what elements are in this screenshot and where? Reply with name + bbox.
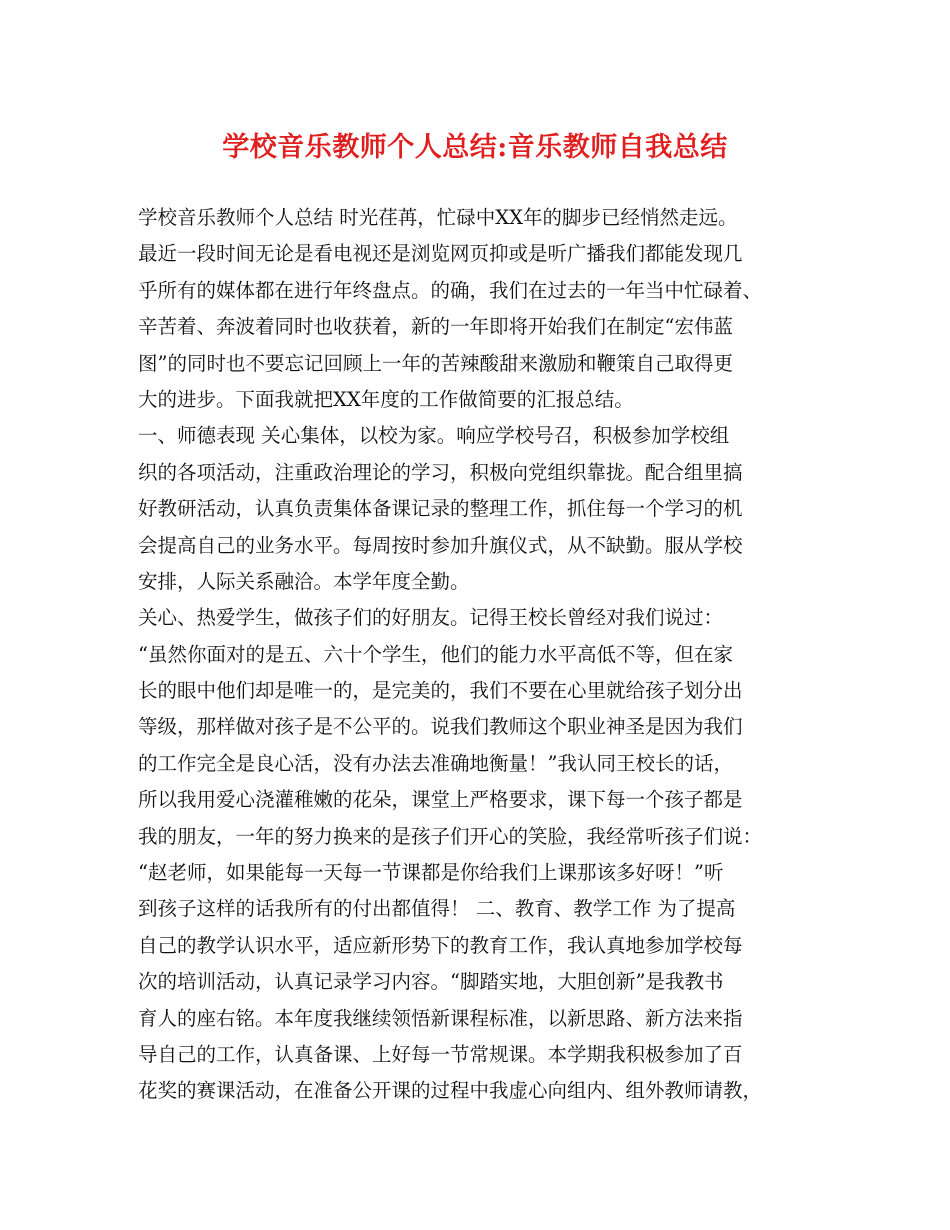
body-line: 等级，那样做对孩子是不公平的。说我们教师这个职业神圣是因为我们	[138, 715, 743, 739]
body-line: 所以我用爱心浇灌稚嫩的花朵，课堂上严格要求，课下每一个孩子都是	[138, 788, 743, 812]
document-body	[138, 200, 818, 1110]
body-line: 次的培训活动，认真记录学习内容。“脚踏实地，大胆创新”是我教书	[138, 970, 724, 994]
body-line: 安排，人际关系融洽。本学年度全勤。	[138, 569, 470, 593]
body-line: 织的各项活动，注重政治理论的学习，积极向党组织靠拢。配合组里搞	[138, 460, 743, 484]
body-line: “赵老师，如果能每一天每一节课都是你给我们上课那该多好呀！”听	[138, 861, 724, 885]
body-line: 育人的座右铭。本年度我继续领悟新课程标准，以新思路、新方法来指	[138, 1006, 743, 1030]
body-line: “虽然你面对的是五、六十个学生，他们的能力水平高低不等，但在家	[138, 642, 733, 666]
body-line: 自己的教学认识水平，适应新形势下的教育工作，我认真地参加学校每	[138, 933, 743, 957]
body-line: 大的进步。下面我就把XX年度的工作做简要的汇报总结。	[138, 387, 634, 411]
body-line: 学校音乐教师个人总结 时光荏苒，忙碌中XX年的脚步已经悄然走远。	[138, 206, 738, 229]
body-line: 花奖的赛课活动，在准备公开课的过程中我虚心向组内、组外教师请教，	[138, 1079, 763, 1103]
body-line: 好教研活动，认真负责集体备课记录的整理工作，抓住每一个学习的机	[138, 497, 743, 521]
body-line: 长的眼中他们却是唯一的，是完美的，我们不要在心里就给孩子划分出	[138, 679, 743, 703]
body-line: 到孩子这样的话我所有的付出都值得！ 二、教育、教学工作 为了提高	[138, 897, 736, 921]
body-line: 的工作完全是良心活，没有办法去准确地衡量！”我认同王校长的话，	[138, 751, 733, 775]
body-line: 导自己的工作，认真备课、上好每一节常规课。本学期我积极参加了百	[138, 1042, 743, 1066]
body-line: 辛苦着、奔波着同时也收获着，新的一年即将开始我们在制定“宏伟蓝	[138, 315, 733, 339]
body-line: 我的朋友，一年的努力换来的是孩子们开心的笑脸，我经常听孩子们说：	[138, 824, 763, 848]
body-line: 一、师德表现 关心集体，以校为家。响应学校号召，积极参加学校组	[138, 424, 730, 448]
body-line: 乎所有的媒体都在进行年终盘点。的确，我们在过去的一年当中忙碌着、	[138, 278, 763, 302]
document-title: 学校音乐教师个人总结:音乐教师自我总结	[222, 132, 728, 163]
body-line: 图”的同时也不要忘记回顾上一年的苦辣酸甜来激励和鞭策自己取得更	[138, 351, 733, 375]
body-line: 关心、热爱学生，做孩子们的好朋友。记得王校长曾经对我们说过：	[138, 606, 724, 630]
body-line: 最近一段时间无论是看电视还是浏览网页抑或是听广播我们都能发现几	[138, 242, 743, 266]
body-line: 会提高自己的业务水平。每周按时参加升旗仪式，从不缺勤。服从学校	[138, 533, 743, 557]
